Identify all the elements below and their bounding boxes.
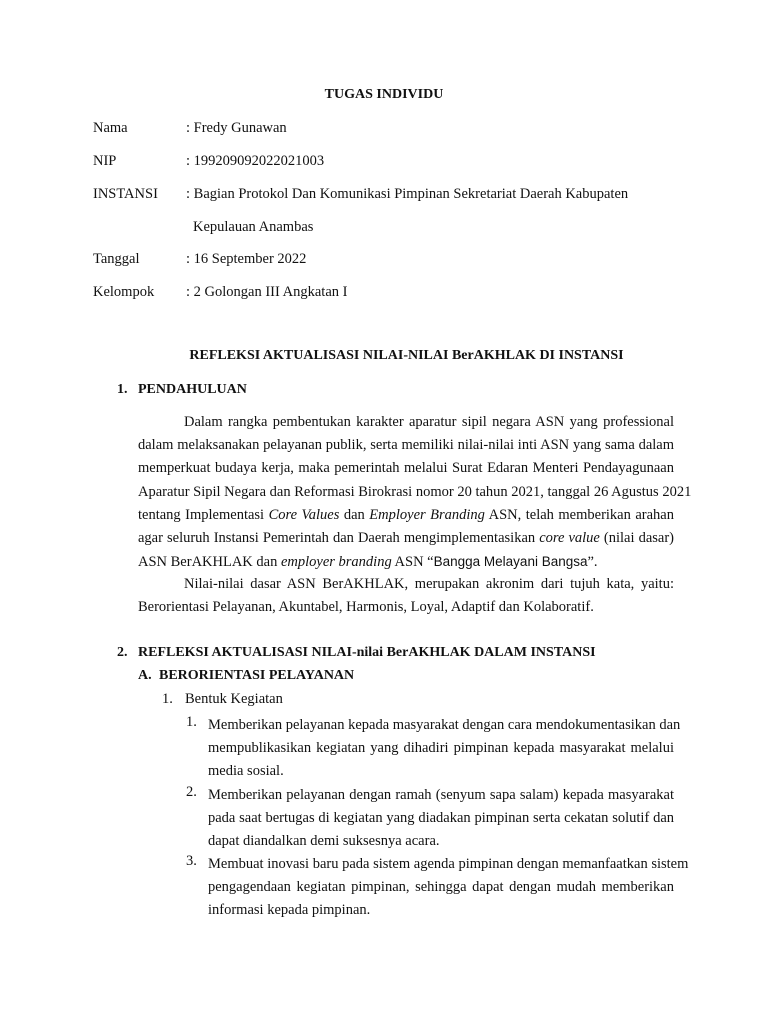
activity-number: 3. bbox=[186, 853, 197, 869]
paragraph-intro bbox=[138, 411, 692, 573]
list-item-text: Bentuk Kegiatan bbox=[185, 691, 283, 707]
info-label: Nama bbox=[93, 120, 128, 136]
slogan-text: Bangga Melayani Bangsa bbox=[433, 554, 588, 570]
activity-line: informasi kepada pimpinan. bbox=[208, 902, 371, 919]
reflection-title: REFLEKSI AKTUALISASI NILAI-NILAI BerAKHLAK DI INSTANSI bbox=[189, 348, 624, 363]
paragraph-line: dalam melaksanakan pelayanan publik, serta memiliki nilai-nilai inti ASN yang sama dalam bbox=[138, 437, 674, 454]
info-label: NIP bbox=[93, 153, 117, 169]
paragraph-values bbox=[138, 573, 674, 619]
paragraph-line bbox=[138, 504, 674, 527]
info-value: : Fredy Gunawan bbox=[186, 120, 287, 136]
list-item-bentuk-kegiatan bbox=[162, 691, 283, 708]
text-run: tentang Implementasi bbox=[138, 506, 269, 523]
activity-text bbox=[208, 784, 674, 854]
info-label: Kelompok bbox=[93, 284, 155, 300]
italic-term: core value bbox=[539, 529, 600, 546]
text-run: ”. bbox=[587, 554, 598, 571]
activity-line: pada saat bertugas di kegiatan yang diadakan pimpinan serta cekatan solutif dan bbox=[208, 810, 674, 827]
activity-line: Memberikan pelayanan kepada masyarakat dengan cara mendokumentasikan dan bbox=[208, 717, 681, 733]
subsection-heading-text: BERORIENTASI PELAYANAN bbox=[159, 668, 355, 683]
section-number: 2. bbox=[117, 645, 128, 660]
activity-text bbox=[208, 853, 689, 923]
info-label: Tanggal bbox=[93, 251, 140, 267]
info-value: Kepulauan Anambas bbox=[193, 219, 314, 235]
activity-line: Membuat inovasi baru pada sistem agenda pimpinan dengan memanfaatkan sistem bbox=[208, 856, 689, 872]
section-number: 1. bbox=[117, 382, 128, 397]
text-run: dan bbox=[339, 506, 370, 523]
paragraph-line bbox=[138, 550, 674, 573]
italic-term: Employer Branding bbox=[369, 506, 485, 523]
text-run: ASN BerAKHLAK dan bbox=[138, 554, 281, 571]
document-title: TUGAS INDIVIDU bbox=[324, 87, 444, 102]
activity-line: dapat diandalkan demi suksesnya acara. bbox=[208, 833, 440, 850]
activity-line: Memberikan pelayanan dengan ramah (senyum sapa salam) kepada masyarakat bbox=[208, 787, 674, 803]
info-value: : Bagian Protokol Dan Komunikasi Pimpinan Sekretariat Daerah Kabupaten bbox=[186, 186, 629, 202]
text-run: agar seluruh Instansi Pemerintah dan Daerah mengimplementasikan bbox=[138, 529, 540, 546]
text-run: ASN, telah memberikan arahan bbox=[484, 506, 674, 523]
italic-term: employer branding bbox=[280, 554, 392, 571]
paragraph-line: Aparatur Sipil Negara dan Reformasi Birokrasi nomor 20 tahun 2021, tanggal 26 Agustus 2021 bbox=[138, 483, 692, 500]
activity-line: mempublikasikan kegiatan yang dihadiri pimpinan kepada masyarakat melalui bbox=[208, 740, 674, 757]
text-run: ASN “ bbox=[391, 554, 434, 571]
activity-line: media sosial. bbox=[208, 763, 284, 780]
info-value: : 2 Golongan III Angkatan I bbox=[186, 284, 348, 300]
paragraph-line: Berorientasi Pelayanan, Akuntabel, Harmonis, Loyal, Adaptif dan Kolaboratif. bbox=[138, 599, 594, 616]
info-value: : 16 September 2022 bbox=[186, 251, 307, 267]
activity-text bbox=[208, 714, 681, 784]
paragraph-line: Nilai-nilai dasar ASN BerAKHLAK, merupakan akronim dari tujuh kata, yaitu: bbox=[184, 576, 674, 592]
list-number: 1. bbox=[162, 691, 173, 707]
paragraph-line: memperkuat budaya kerja, maka pemerintah melalui Surat Edaran Menteri Pendayagunaan bbox=[138, 460, 674, 477]
activity-number: 1. bbox=[186, 714, 197, 730]
activity-number: 2. bbox=[186, 784, 197, 800]
paragraph-line: Dalam rangka pembentukan karakter aparatur sipil negara ASN yang professional bbox=[184, 414, 674, 430]
subsection-letter: A. bbox=[138, 668, 152, 683]
activity-line: pengagendaan kegiatan pimpinan, sehingga dapat dengan mudah memberikan bbox=[208, 879, 674, 896]
info-label: INSTANSI bbox=[93, 186, 158, 202]
paragraph-line bbox=[138, 527, 674, 550]
text-run: (nilai dasar) bbox=[599, 529, 674, 546]
section-heading-text: PENDAHULUAN bbox=[138, 382, 247, 397]
info-value: : 199209092022021003 bbox=[186, 153, 325, 169]
section-heading-text: REFLEKSI AKTUALISASI NILAI-nilai BerAKHLAK DALAM INSTANSI bbox=[138, 645, 596, 660]
italic-term: Core Values bbox=[268, 506, 340, 523]
